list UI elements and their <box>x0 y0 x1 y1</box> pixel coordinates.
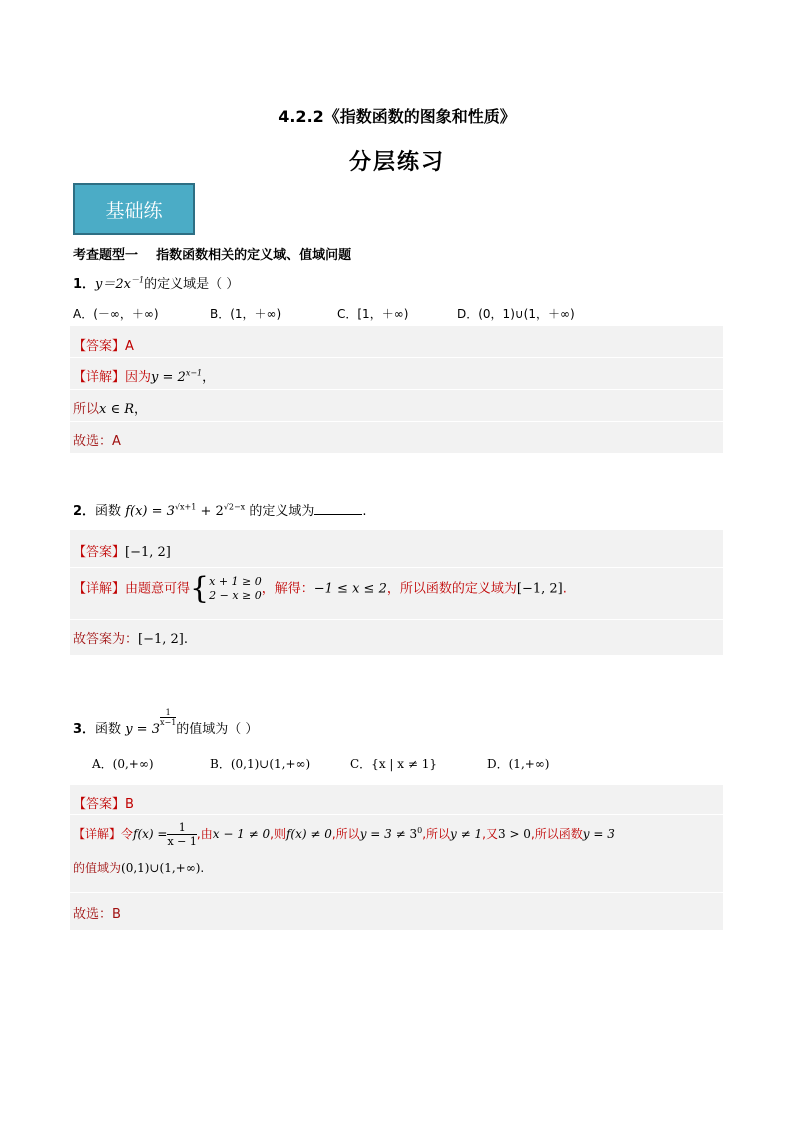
question-number: 1． <box>73 277 96 292</box>
q1-line2-row <box>70 390 723 422</box>
q1-option-b: B．(1，＋∞) <box>210 307 282 321</box>
question-2: 2．函数 $f(x) = 3^{√x+1} + 2^{√2-x}$ 的定义域为 . <box>73 502 367 519</box>
question-3: 3．函数 y = 3 $\frac{1}{x-1}$ 的值域为（ ） <box>73 708 259 737</box>
q1-option-d: D．(0，1)∪(1，＋∞) <box>457 307 575 321</box>
q1-answer: 【答案】A <box>73 339 134 354</box>
q2-line3: 故答案为：[−1, 2]. <box>73 632 188 647</box>
page-subtitle: 分层练习 <box>348 150 445 175</box>
q2-solution-box <box>70 530 723 656</box>
q3-line3-row <box>70 893 723 931</box>
q2-detail: 【详解】由题意可得{x + 1 ≥ 0 2 − x ≥ 0，解得：−1 ≤ x ≤ 2，所以函数的定义域为[−1, 2]. <box>73 571 567 606</box>
question-math: y＝2x <box>95 277 131 292</box>
q3-option-d: D．(1,+∞) <box>487 757 550 771</box>
q3-line2: 的值域为(0,1)∪(1,+∞). <box>73 861 205 875</box>
answer-blank <box>314 504 362 515</box>
q1-line3: 故选：A <box>73 434 121 449</box>
q1-detail: 【详解】因为$y = 2^{x-1}$， <box>73 368 216 385</box>
q2-detail-row <box>70 568 723 620</box>
q1-solution-box <box>70 326 723 454</box>
q1-option-c: C．[1，＋∞) <box>337 307 409 321</box>
q1-option-a: A．(－∞，＋∞) <box>73 307 159 321</box>
question-number: 3． <box>73 722 96 737</box>
question-text: 的定义域是（ ） <box>144 277 240 292</box>
page-title: 4.2.2《指数函数的图象和性质》 <box>278 107 516 126</box>
q1-line2: 所以x ∈ R， <box>73 402 148 417</box>
q3-option-a: A．(0,+∞) <box>92 757 154 771</box>
q3-option-b: B．(0,1)∪(1,+∞) <box>210 757 311 771</box>
q1-answer-row <box>70 326 723 358</box>
level-badge: 基础练 <box>73 183 195 235</box>
q3-option-c: C．{x | x ≠ 1} <box>350 757 437 771</box>
question-math-sup: －1 <box>131 275 145 285</box>
q3-answer: 【答案】B <box>73 797 134 812</box>
question-1 <box>73 273 239 292</box>
q2-answer: 【答案】[−1, 2] <box>73 545 171 560</box>
q3-answer-row <box>70 785 723 815</box>
q1-line3-row <box>70 422 723 454</box>
q3-line3: 故选：B <box>73 907 121 922</box>
q3-detail-row <box>70 815 723 893</box>
q2-answer-row <box>70 530 723 568</box>
q3-detail: 【详解】令f(x) = $\frac{1}{x - 1}$ ,由x − 1 ≠ 0,则f(x) ≠ 0,所以$y = 3 \ne 3^0$,所以y ≠ 1,又3 > 0,所以函数y = 3 <box>73 821 615 848</box>
section-heading: 考查题型一 指数函数相关的定义域、值域问题 <box>73 248 352 263</box>
q2-line3-row <box>70 620 723 656</box>
q1-detail-row <box>70 358 723 390</box>
q3-solution-box <box>70 785 723 931</box>
question-number: 2． <box>73 504 96 519</box>
